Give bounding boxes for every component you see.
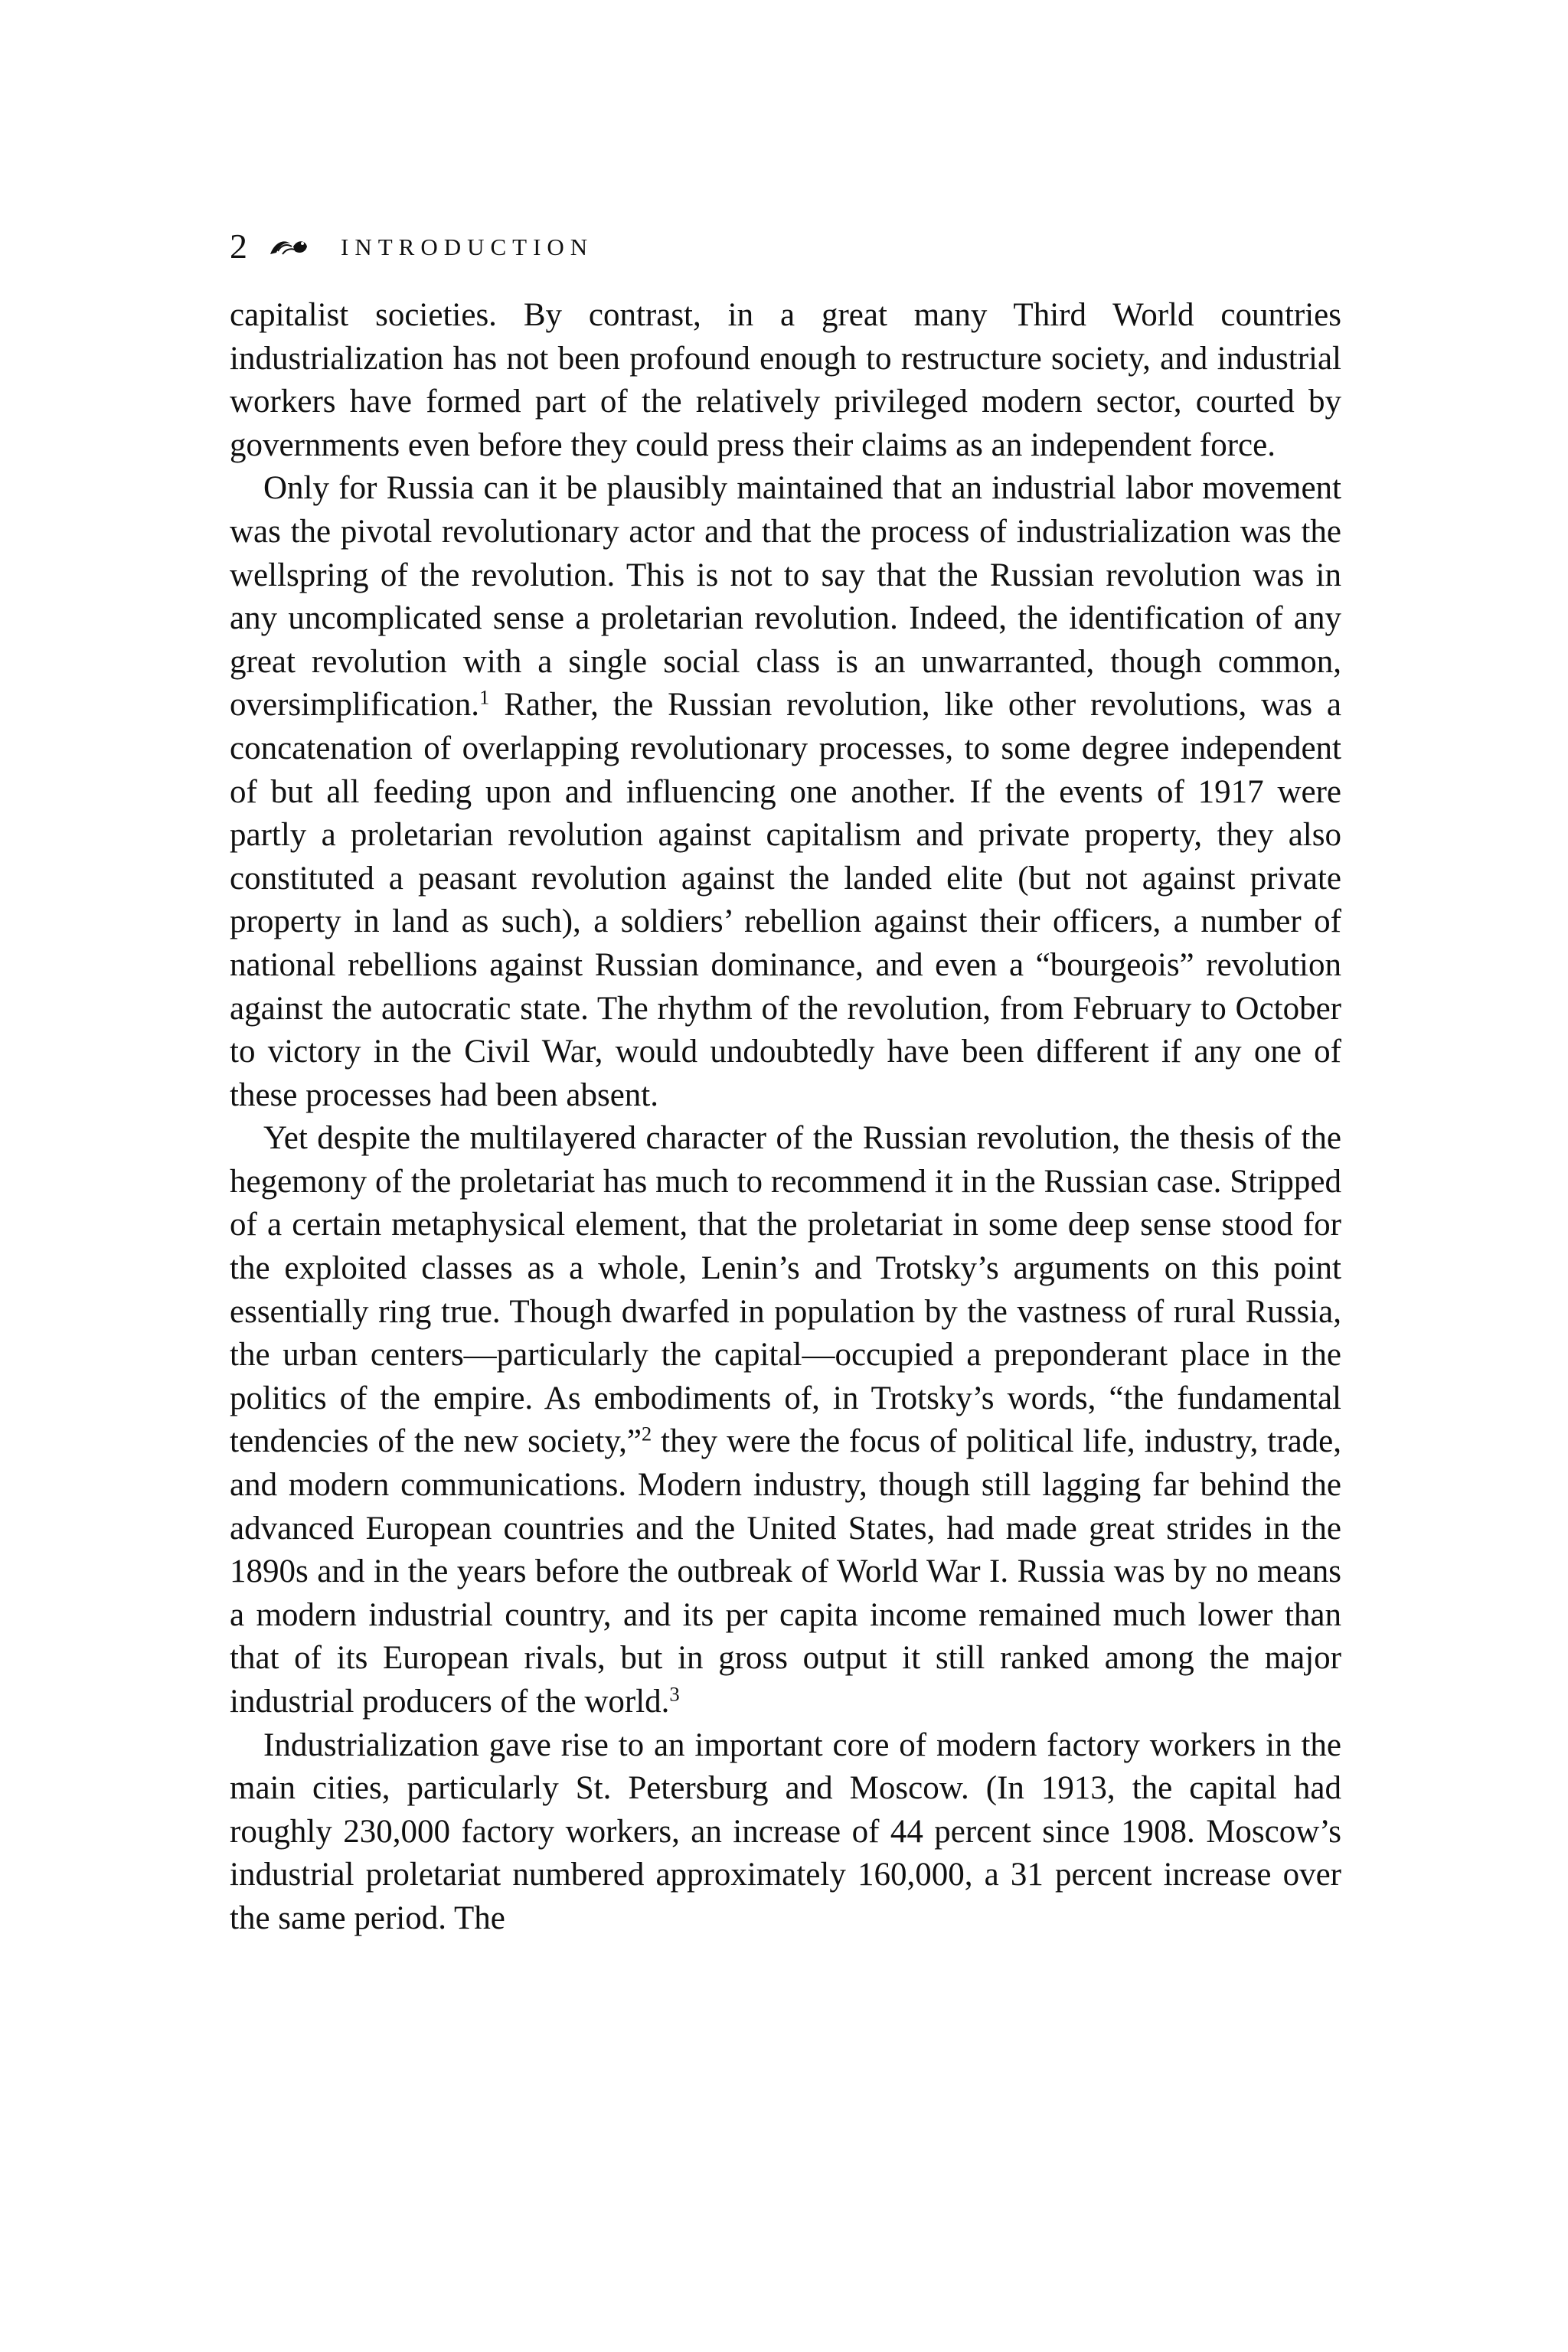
paragraph-text: capitalist societies. By contrast, in a great many Third World countries industrialization has not been profound enough to restructure society, and industrial workers have formed part of the relatively privileged modern sector, courted by governments even before they could press their claims as an independent force. [230,297,1341,463]
paragraph [230,1117,1341,1723]
paragraph [230,294,1341,467]
running-title: INTRODUCTION [341,233,594,260]
paragraph [230,467,1341,1117]
footnote-marker[interactable]: 3 [669,1682,680,1706]
paragraph-text: Industrialization gave rise to an important core of modern factory workers in the main cities, particularly St. Petersburg and Moscow. (In 1913, the capital had roughly 230,000 factory workers, an increase of 44 percent since 1908. Moscow’s industrial proletariat numbered approximately 160,000, a 31 percent increase over the same period. The [230,1726,1341,1936]
page-number: 2 [230,227,247,266]
footnote-marker[interactable]: 1 [479,685,490,709]
paragraph [230,1724,1341,1941]
running-head [230,224,593,270]
paragraph-text: Only for Russia can it be plausibly maintained that an industrial labor movement was the pivotal revolutionary actor and that the process of industrialization was the wellspring of the revolution. This is not to say that the Russian revolution was in any uncomplicated sense a proletarian revolution. Indeed, the identification of any great revolution with a single social class is an unwarranted, though common, oversimplification. [230,470,1341,724]
paragraph-text: they were the focus of political life, industry, trade, and modern communications. Modern industry, though still lagging far behind the advanced European countries and the United States, had made great strides in the 1890s and in the years before the outbreak of World War I. Russia was by no means a modern industrial country, and its per capita income remained much lower than that of its European rivals, but in gross output it still ranked among the major industrial producers of the world. [230,1423,1341,1720]
footnote-marker[interactable]: 2 [641,1422,652,1446]
body-text [230,294,1341,1941]
fleuron-ornament-icon [267,234,310,259]
paragraph-text: Rather, the Russian revolution, like other revolutions, was a concatenation of overlapping revolutionary processes, to some degree independent of but all feeding upon and influencing one another. If the events of 1917 were partly a proletarian revolution against capitalism and private property, they also constituted a peasant revolution against the landed elite (but not against private property in land as such), a soldiers’ rebellion against their officers, a number of national rebellions against Russian dominance, and even a “bourgeois” revolution against the autocratic state. The rhythm of the revolution, from February to October to victory in the Civil War, would undoubtedly have been different if any one of these processes had been absent. [230,687,1341,1113]
paragraph-text: Yet despite the multilayered character of the Russian revolution, the thesis of the hegemony of the proletariat has much to recommend it in the Russian case. Stripped of a certain metaphysical element, that the proletariat in some deep sense stood for the exploited classes as a whole, Lenin’s and Trotsky’s arguments on this point essentially ring true. Though dwarfed in population by the vastness of rural Russia, the urban centers—particularly the capital—occupied a preponderant place in the politics of the empire. As embodiments of, in Trotsky’s words, “the fundamental tendencies of the new society,” [230,1120,1341,1460]
